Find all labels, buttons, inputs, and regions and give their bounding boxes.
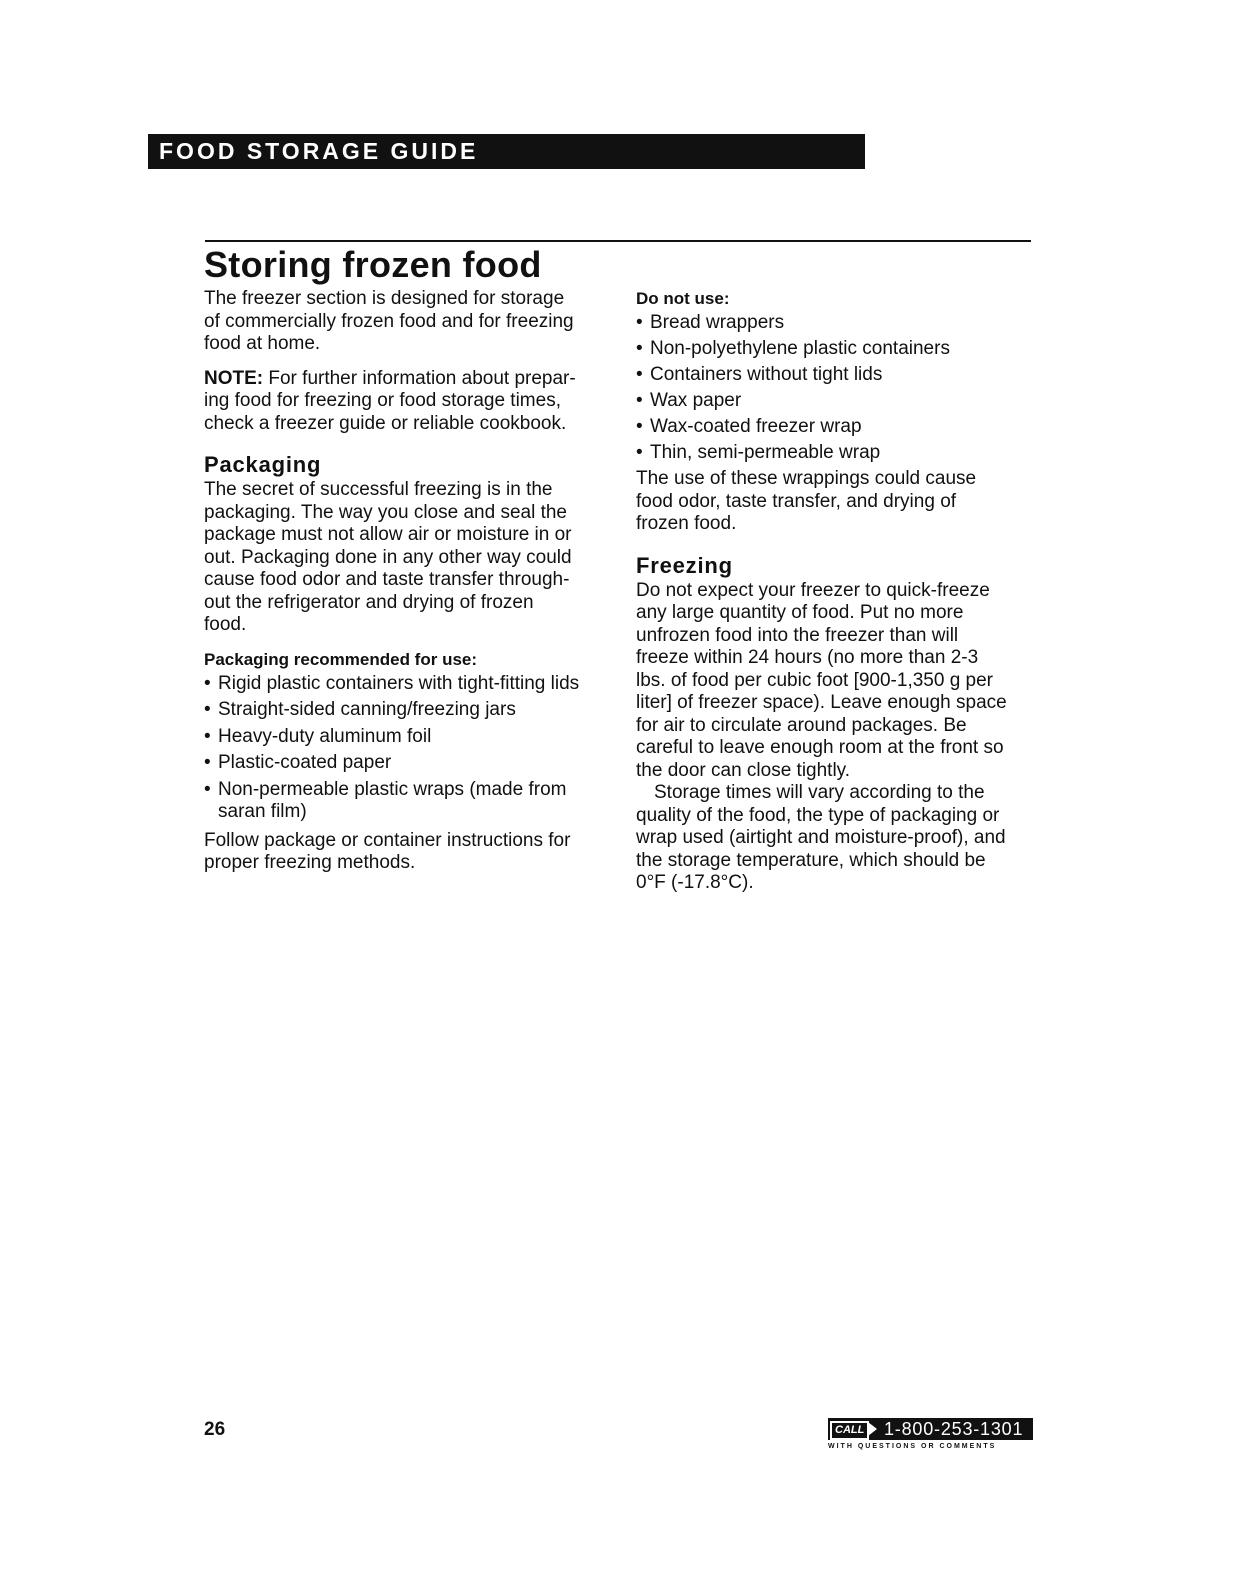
- freezing-line: lbs. of food per cubic foot [900-1,350 g per: [636, 669, 994, 691]
- follow-line: Follow package or container instructions for: [204, 829, 571, 851]
- left-column: [204, 288, 604, 875]
- packaging-line: packaging. The way you close and seal the: [204, 501, 567, 523]
- wrapping-warning: [636, 468, 1036, 536]
- phone-number: 1-800-253-1301: [884, 1419, 1024, 1439]
- storage-line: wrap used (airtight and moisture-proof), and: [636, 827, 1006, 848]
- recommended-list: [204, 673, 604, 824]
- list-item: • Containers without tight lids: [636, 364, 883, 385]
- packaging-heading: Packaging: [204, 452, 322, 477]
- list-item: • Rigid plastic containers with tight-fitting lids: [204, 672, 580, 694]
- packaging-paragraph: [204, 479, 604, 637]
- call-phone-box[interactable]: [828, 1418, 1033, 1440]
- section-banner-label: FOOD STORAGE GUIDE: [159, 138, 479, 164]
- storage-line: quality of the food, the type of packaging or: [636, 804, 1000, 826]
- bullet-icon: •: [204, 672, 211, 694]
- packaging-line: food.: [204, 614, 247, 635]
- bullet-icon: •: [636, 312, 643, 333]
- do-not-use-list: [636, 312, 1036, 465]
- packaging-line: package must not allow air or moisture in or: [204, 524, 572, 545]
- bullet-icon: •: [204, 699, 211, 720]
- note-line: For further information about prepar-: [263, 367, 576, 389]
- list-item: • Non-permeable plastic wraps (made from saran film): [204, 778, 567, 822]
- packaging-line: out the refrigerator and drying of frozen: [204, 591, 534, 613]
- list-item: • Straight-sided canning/freezing jars: [204, 699, 516, 720]
- do-not-use-heading: Do not use:: [636, 289, 730, 308]
- freezing-line: Do not expect your freezer to quick-freeze: [636, 579, 990, 601]
- bullet-icon: •: [636, 390, 643, 411]
- bullet-icon: •: [204, 725, 211, 747]
- storage-line: the storage temperature, which should be: [636, 849, 986, 871]
- freezing-line: careful to leave enough room at the front so: [636, 737, 1004, 758]
- list-item: • Bread wrappers: [636, 312, 785, 333]
- bullet-icon: •: [636, 338, 643, 359]
- arrow-right-icon: [868, 1422, 877, 1436]
- title-rule: [205, 240, 1031, 242]
- warning-line: food odor, taste transfer, and drying of: [636, 490, 957, 512]
- page-number: 26: [204, 1419, 226, 1440]
- storage-line: 0°F (-17.8°C).: [636, 872, 754, 893]
- follow-paragraph: [204, 830, 604, 875]
- note-line: check a freezer guide or reliable cookbook.: [204, 412, 567, 434]
- bullet-icon: •: [204, 752, 211, 773]
- follow-line: proper freezing methods.: [204, 852, 416, 873]
- warning-line: The use of these wrappings could cause: [636, 468, 977, 489]
- intro-line: food at home.: [204, 333, 321, 354]
- list-item: • Thin, semi-permeable wrap: [636, 442, 881, 463]
- bullet-icon: •: [636, 416, 643, 437]
- freezing-heading: Freezing: [636, 552, 733, 578]
- freezing-line: any large quantity of food. Put no more: [636, 602, 964, 623]
- freezing-paragraph: [636, 580, 1036, 783]
- intro-line: of commercially frozen food and for freezing: [204, 310, 574, 332]
- storage-line: Storage times will vary according to the: [654, 782, 985, 803]
- freezing-line: freeze within 24 hours (no more than 2-3: [636, 647, 979, 668]
- bullet-icon: •: [636, 364, 643, 385]
- freezing-line: for air to circulate around packages. Be: [636, 714, 967, 736]
- note-label: NOTE:: [204, 367, 264, 389]
- packaging-line: cause food odor and taste transfer through-: [204, 569, 570, 590]
- note-line: ing food for freezing or food storage times,: [204, 390, 561, 411]
- bullet-icon: •: [204, 778, 211, 800]
- page-title: Storing frozen food: [204, 244, 542, 285]
- note-paragraph: [204, 368, 604, 436]
- freezing-line: the door can close tightly.: [636, 759, 851, 781]
- list-item: • Wax-coated freezer wrap: [636, 416, 862, 437]
- freezing-line: unfrozen food into the freezer than will: [636, 624, 959, 646]
- list-item: • Plastic-coated paper: [204, 752, 392, 773]
- intro-paragraph: [204, 288, 604, 356]
- warning-line: frozen food.: [636, 513, 737, 534]
- call-caption: WITH QUESTIONS OR COMMENTS: [828, 1443, 997, 1450]
- packaging-line: out. Packaging done in any other way could: [204, 546, 572, 568]
- list-item: • Wax paper: [636, 390, 742, 411]
- bullet-icon: •: [636, 442, 643, 463]
- freezing-line: liter] of freezer space). Leave enough space: [636, 692, 1007, 713]
- recommended-heading: Packaging recommended for use:: [204, 649, 478, 669]
- section-banner: [148, 134, 865, 169]
- list-item: • Non-polyethylene plastic containers: [636, 338, 950, 359]
- storage-paragraph: [636, 782, 1036, 895]
- call-icon: CALL: [830, 1421, 869, 1440]
- packaging-line: The secret of successful freezing is in the: [204, 479, 553, 500]
- intro-line: The freezer section is designed for storage: [204, 288, 565, 309]
- right-column: [636, 288, 1036, 895]
- list-item: • Heavy-duty aluminum foil: [204, 725, 432, 747]
